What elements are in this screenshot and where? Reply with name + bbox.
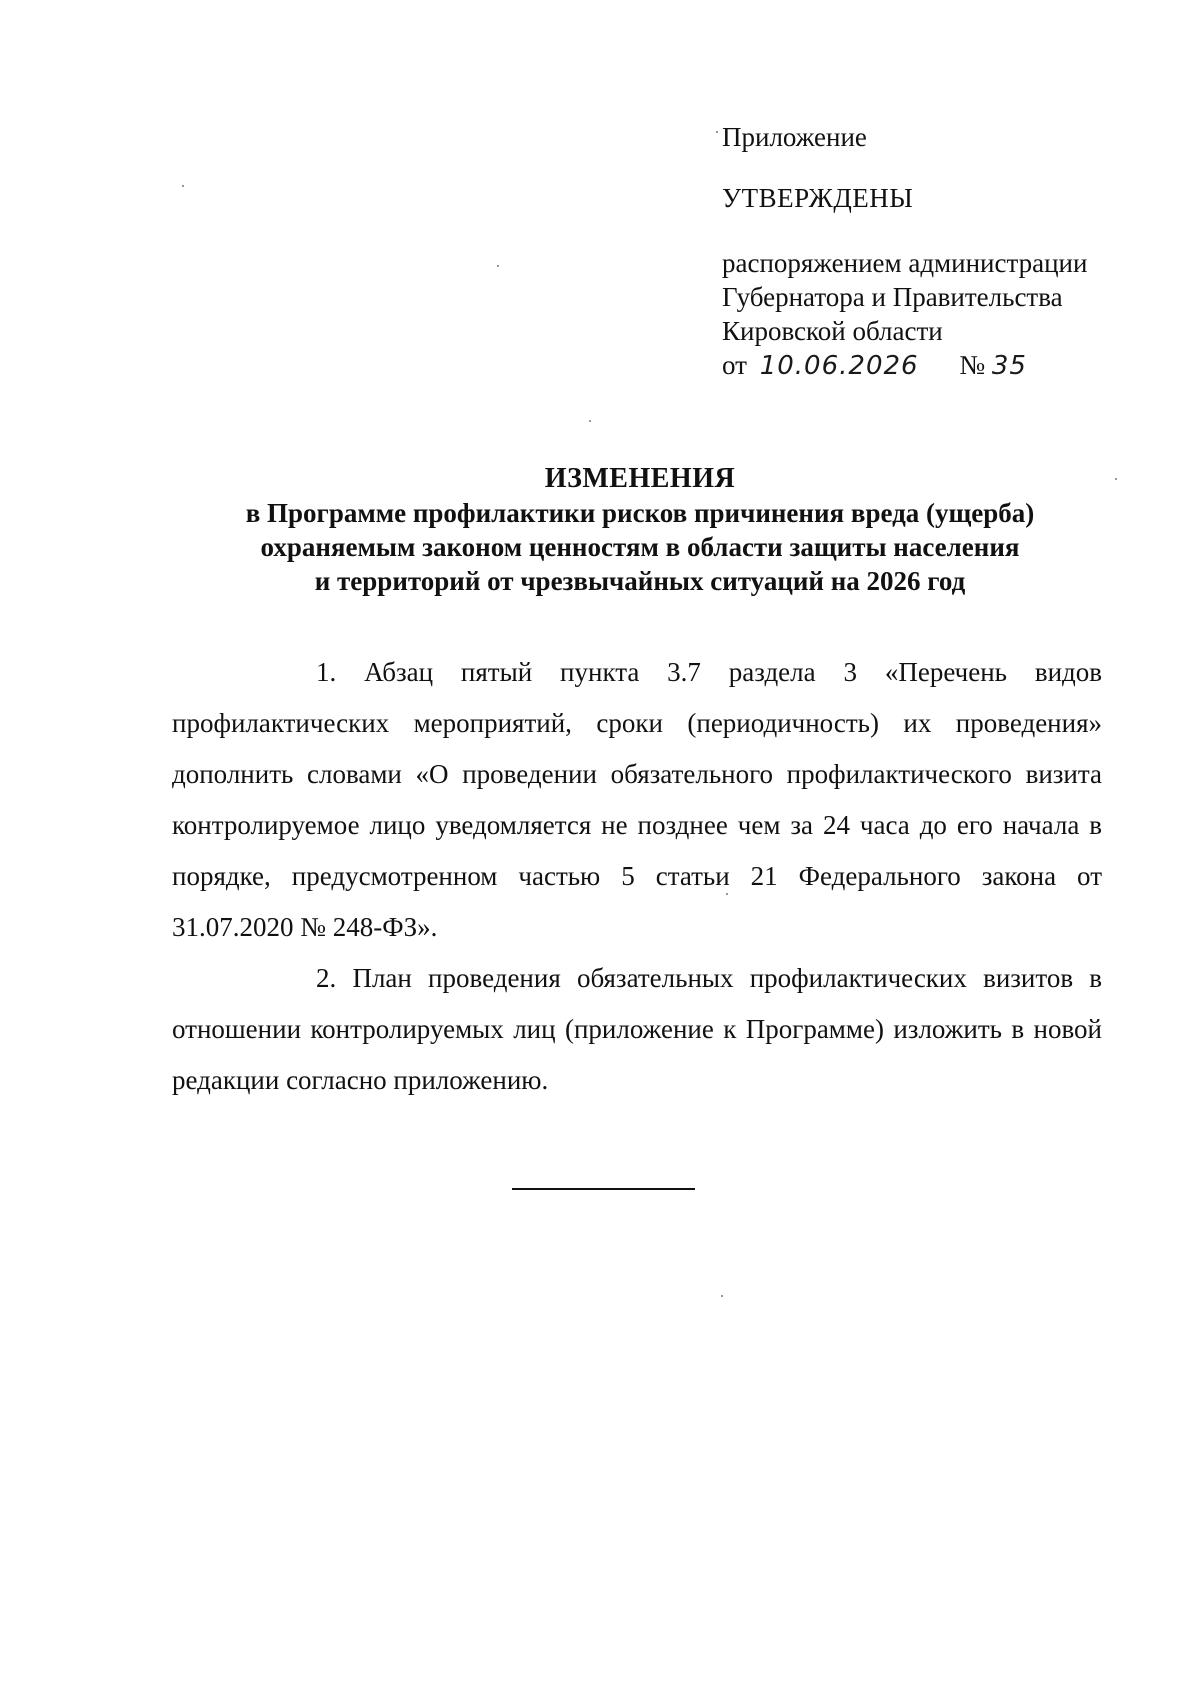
scan-speck [1115,478,1117,480]
title-line-2: охраняемым законом ценностям в области защиты населения [260,532,1020,562]
item-text: План проведения обязательных профилактических визитов в отношении контролируемых лиц (приложение к Программе) изложить в новой редакции согласно приложению. [172,963,1103,1095]
handwritten-number: 35 [991,351,1027,381]
handwritten-date: 10.06.2026 [759,351,919,381]
document-title [170,462,1110,598]
title-main: ИЗМЕНЕНИЯ [544,463,736,494]
issuer-line-2: Губернатора и Правительства [722,282,1063,312]
item-number: 2. [316,963,337,993]
item-number: 1. [316,657,337,687]
issuer-line-1: распоряжением администрации [722,248,1088,278]
date-number-line [722,348,1142,383]
paragraph-item-2 [172,953,1102,1106]
item-text: Абзац пятый пункта 3.7 раздела 3 «Перечень видов профилактических мероприятий, сроки (периодичность) их проведения» дополнить словами «О проведении обязательного профилактического визита контролируемое лицо уведомляется не позднее чем за 24 часа до его начала в порядке, предусмотренном частью 5 статьи 21 Федерального закона от 31.07.2020 № 248-ФЗ». [172,657,1102,942]
title-line-3: и территорий от чрезвычайных ситуаций на 2026 год [314,566,966,596]
scan-speck [721,1295,723,1297]
document-body [172,647,1102,1106]
title-line-1: в Программе профилактики рисков причинения вреда (ущерба) [245,498,1035,528]
issuer-line-3: Кировской области [722,316,943,346]
scan-speck [589,420,591,422]
paragraph-item-1 [172,647,1102,953]
date-prefix: от [722,350,747,380]
scan-speck [716,131,718,133]
approved-label: УТВЕРЖДЕНЫ [722,183,914,213]
appendix-label: Приложение [722,122,867,152]
approval-block [722,120,1142,383]
scan-speck [726,893,728,895]
number-prefix: № [959,350,986,380]
scan-speck [182,185,184,187]
closing-divider [512,1188,695,1190]
scan-speck [497,265,499,267]
